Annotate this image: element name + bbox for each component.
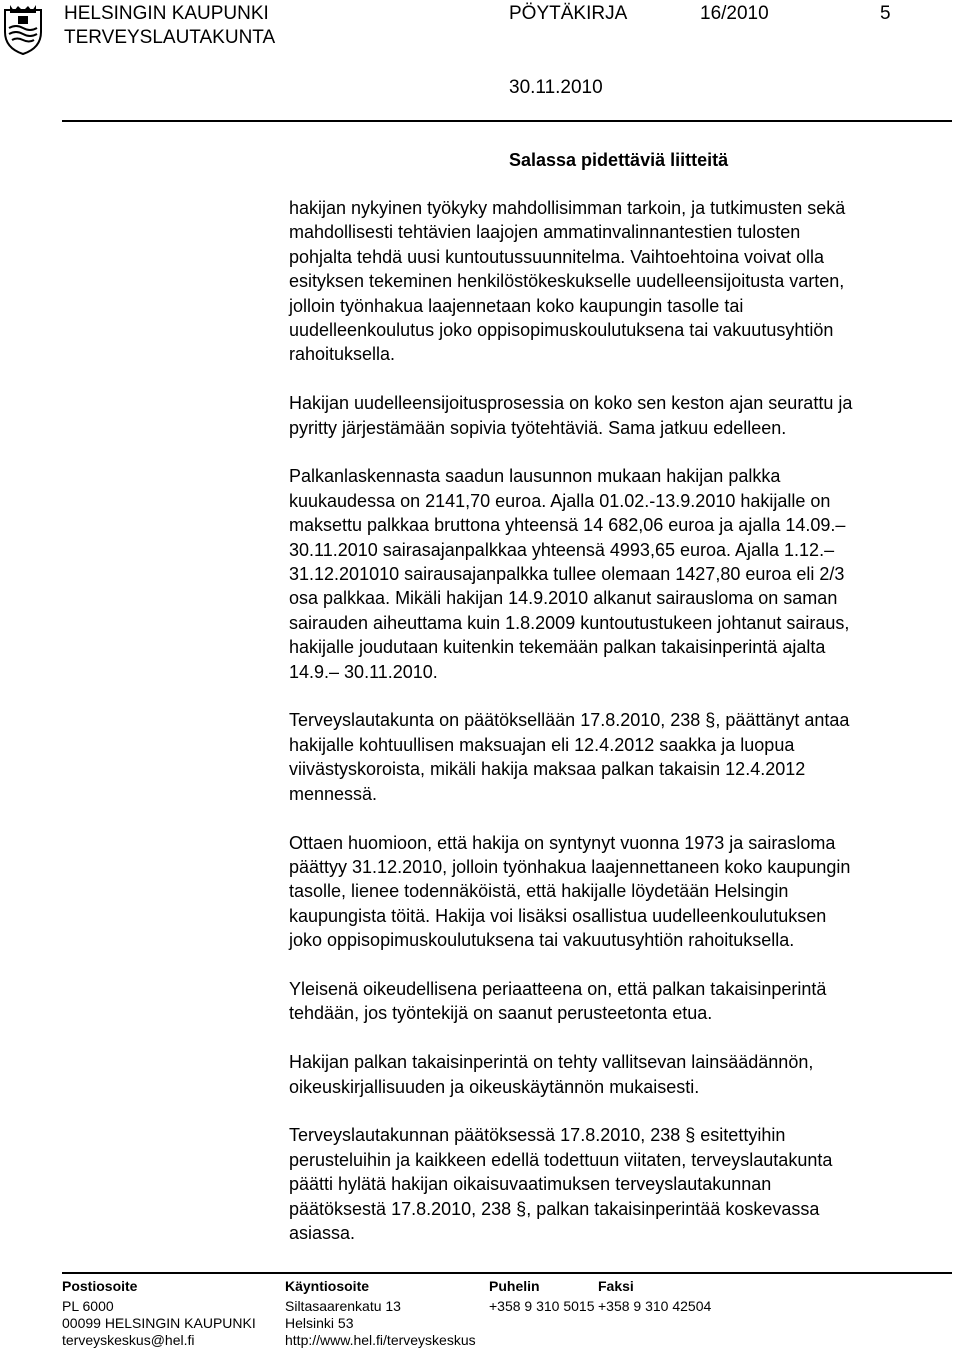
text-line: Hakijan uudelleensijoitusprosessia on koko sen keston ajan seurattu ja <box>289 393 853 414</box>
email-link[interactable]: terveyskeskus@hel.fi <box>62 1332 195 1348</box>
website-link[interactable]: http://www.hel.fi/terveyskeskus <box>285 1332 476 1348</box>
organization-name: HELSINGIN KAUPUNKI <box>64 3 269 24</box>
text-line: Yleisenä oikeudellisena periaatteena on, että palkan takaisinperintä <box>289 978 827 999</box>
text-line: kuukaudessa on 2141,70 euroa. Ajalla 01.02.-13.9.2010 hakijalle on <box>289 490 831 511</box>
meeting-date: 30.11.2010 <box>509 77 603 98</box>
text-line: päätti hylätä hakijan oikaisuvaatimuksen terveyslautakunnan <box>289 1174 772 1195</box>
paragraph <box>289 831 949 953</box>
text-line: päättyy 31.12.2010, jolloin työnhakua laajennettaneen koko kaupungin <box>289 856 851 877</box>
text-line: uudelleenkoulutus joko oppisopimuskoulutuksena tai vakuutusyhtiön <box>289 320 834 341</box>
paragraph <box>289 464 949 684</box>
text-line: Ottaen huomioon, että hakija on syntynyt vuonna 1973 ja sairasloma <box>289 832 836 853</box>
text-line: Palkanlaskennasta saadun lausunnon mukaan hakijan palkka <box>289 466 781 487</box>
text-line: hakijalle kohtuullisen maksuajan eli 12.4.2012 saakka ja luopua <box>289 734 795 755</box>
text-line: sairauden aiheuttama kuin 1.8.2009 kuntoutustukeen johtanut sairaus, <box>289 612 850 633</box>
helsinki-coat-of-arms-logo <box>2 2 44 56</box>
header-divider <box>62 120 952 122</box>
postal-box: PL 6000 <box>62 1298 114 1314</box>
text-line: osa palkkaa. Mikäli hakijan 14.9.2010 alkanut sairausloma on saman <box>289 588 838 609</box>
text-line: päätöksestä 17.8.2010, 238 §, palkan takaisinperintää koskevassa <box>289 1198 820 1219</box>
paragraph <box>289 391 949 440</box>
phone-label: Puhelin <box>489 1278 540 1294</box>
text-line: pyritty järjestämään sopivia työtehtäviä. Sama jatkuu edelleen. <box>289 417 787 438</box>
text-line: Terveyslautakunnan päätöksessä 17.8.2010, 238 § esitettyihin <box>289 1125 786 1146</box>
paragraph <box>289 708 949 806</box>
document-body <box>289 196 949 1270</box>
visiting-address-label: Käyntiosoite <box>285 1278 370 1294</box>
fax-number: +358 9 310 42504 <box>598 1298 712 1314</box>
postal-city: 00099 HELSINGIN KAUPUNKI <box>62 1315 256 1331</box>
text-line: joko oppisopimuskoulutuksena tai vakuutusyhtiön rahoituksella. <box>289 930 795 951</box>
text-line: esityksen tekeminen henkilöstökeskukselle uudelleensijoitusta varten, <box>289 271 845 292</box>
fax-label: Faksi <box>598 1278 634 1294</box>
text-line: tasolle, lienee todennäköistä, että hakijalle löydetään Helsingin <box>289 881 789 902</box>
section-title: Salassa pidettäviä liitteitä <box>509 150 729 170</box>
document-type: PÖYTÄKIRJA <box>509 3 628 24</box>
document-number: 16/2010 <box>700 3 769 24</box>
text-line: 31.12.201010 sairausajanpalkka tullee olemaan 1427,80 euroa eli 2/3 <box>289 564 845 585</box>
visiting-city: Helsinki 53 <box>285 1315 354 1331</box>
text-line: perusteluihin ja kaikkeen edellä todettuun viitaten, terveyslautakunta <box>289 1149 833 1170</box>
paragraph <box>289 1050 949 1099</box>
paragraph <box>289 196 949 367</box>
text-line: jolloin työnhakua laajennetaan koko kaupungin tasolle tai <box>289 295 744 316</box>
text-line: rahoituksella. <box>289 344 396 365</box>
text-line: asiassa. <box>289 1222 356 1243</box>
text-line: pohjalta tehdä uusi kuntoutussuunnitelma. Vaihtoehtoina voivat olla <box>289 246 825 267</box>
text-line: mennessä. <box>289 783 378 804</box>
page-number: 5 <box>880 3 891 24</box>
text-line: oikeuskirjallisuuden ja oikeuskäytännön mukaisesti. <box>289 1076 700 1097</box>
text-line: maksettu palkkaa bruttona yhteensä 14 682,06 euroa ja ajalla 14.09.– <box>289 515 846 536</box>
text-line: 14.9.– 30.11.2010. <box>289 661 438 682</box>
text-line: 30.11.2010 sairasajanpalkkaa yhteensä 4993,65 euroa. Ajalla 1.12.– <box>289 539 835 560</box>
postal-address-label: Postiosoite <box>62 1278 138 1294</box>
text-line: tehdään, jos työntekijä on saanut perusteetonta etua. <box>289 1003 713 1024</box>
committee-name: TERVEYSLAUTAKUNTA <box>64 27 276 48</box>
footer-divider <box>62 1272 952 1274</box>
text-line: Hakijan palkan takaisinperintä on tehty vallitsevan lainsäädännön, <box>289 1052 814 1073</box>
text-line: Terveyslautakunta on päätöksellään 17.8.2010, 238 §, päättänyt antaa <box>289 710 850 731</box>
text-line: viivästyskoroista, mikäli hakija maksaa palkan takaisin 12.4.2012 <box>289 759 806 780</box>
text-line: kaupungista töitä. Hakija voi lisäksi osallistua uudelleenkoulutuksen <box>289 905 827 926</box>
phone-number: +358 9 310 5015 <box>489 1298 595 1314</box>
paragraph <box>289 977 949 1026</box>
visiting-street: Siltasaarenkatu 13 <box>285 1298 401 1314</box>
text-line: mahdollisesti tehtävien laajojen ammatinvalinnantestien tulosten <box>289 222 801 243</box>
text-line: hakijalle joudutaan kuitenkin tekemään palkan takaisinperintä ajalta <box>289 637 826 658</box>
text-line: hakijan nykyinen työkyky mahdollisimman tarkoin, ja tutkimusten sekä <box>289 198 846 218</box>
paragraph <box>289 1123 949 1245</box>
